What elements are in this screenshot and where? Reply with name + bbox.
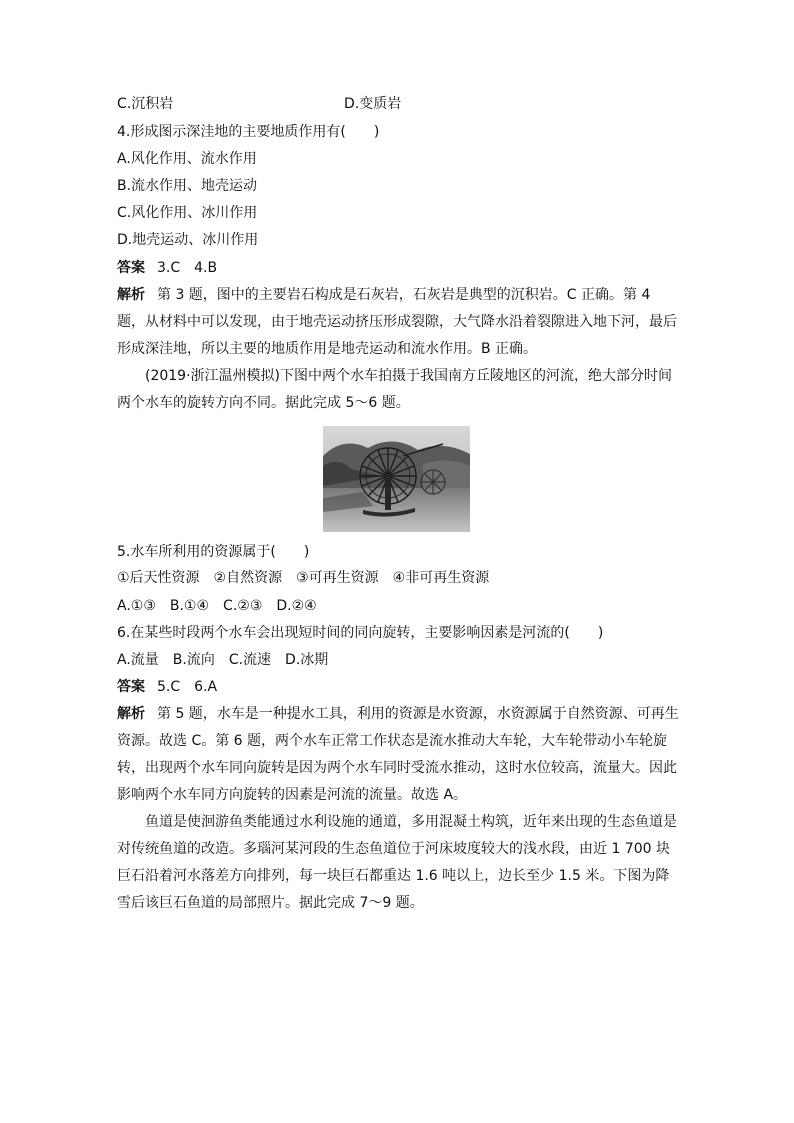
q5-items: ①后天性资源 ②自然资源 ③可再生资源 ④非可再生资源 xyxy=(117,570,490,586)
q4-option-d: D.地壳运动、冰川作用 xyxy=(117,232,259,248)
q4-option-a: A.风化作用、流水作用 xyxy=(117,151,257,167)
material-intro-5-6: (2019·浙江温州模拟)下图中两个水车拍摄于我国南方丘陵地区的河流，绝大部分时间两个水车的旋转方向不同。据此完成 5～6 题。 xyxy=(117,368,673,411)
q4-stem: 4.形成图示深洼地的主要地质作用有( ) xyxy=(117,124,380,140)
water-wheel-photo xyxy=(323,426,470,532)
material-intro-7-9: 鱼道是使洄游鱼类能通过水利设施的通道，多用混凝土构筑，近年来出现的生态鱼道是对传统鱼道的改造。多瑙河某河段的生态鱼道位于河床坡度较大的浅水段，由近 1 700 块巨石沿着河水落差方向排列，每一块巨石都重达 1.6 吨以上，边长至少 1.5 米。下图为降雪后该巨石鱼道的局部照片。据此完成 7～9 题。 xyxy=(117,814,677,911)
analysis-5-6 xyxy=(117,701,679,809)
answer-3-4 xyxy=(117,258,217,278)
q6-options: A.流量 B.流向 C.流速 D.冰期 xyxy=(117,652,329,668)
answer-text: 3.C 4.B xyxy=(157,260,218,276)
analysis-text: 第 3 题，图中的主要岩石构成是石灰岩，石灰岩是典型的沉积岩。C 正确。第 4 题，从材料中可以发现，由于地壳运动挤压形成裂隙，大气降水沿着裂隙进入地下河，最后形成深洼地，所以主要的地质作用是地壳运动和流水作用。B 正确。 xyxy=(117,287,677,357)
q3-option-c: C.沉积岩 xyxy=(117,96,174,112)
analysis-label: 解析 xyxy=(117,287,145,303)
answer-label: 答案 xyxy=(117,679,145,695)
analysis-3-4 xyxy=(117,282,679,363)
q6-stem: 6.在某些时段两个水车会出现短时间的同向旋转，主要影响因素是河流的( ) xyxy=(117,625,604,641)
q5-stem: 5.水车所利用的资源属于( ) xyxy=(117,544,310,560)
q5-options: A.①③ B.①④ C.②③ D.②④ xyxy=(117,598,317,614)
answer-text: 5.C 6.A xyxy=(157,679,218,695)
analysis-label: 解析 xyxy=(117,706,145,722)
analysis-text: 第 5 题，水车是一种提水工具，利用的资源是水资源，水资源属于自然资源、可再生资源。故选 C。第 6 题，两个水车正常工作状态是流水推动大车轮，大车轮带动小车轮旋转，出现两个水车同向旋转是因为两个水车同时受流水推动，这时水位较高，流量大。因此影响两个水车同方向旋转的因素是河流的流量。故选 A。 xyxy=(117,706,679,803)
q4-option-b: B.流水作用、地壳运动 xyxy=(117,178,258,194)
answer-5-6 xyxy=(117,677,217,697)
answer-label: 答案 xyxy=(117,260,145,276)
q4-option-c: C.风化作用、冰川作用 xyxy=(117,205,258,221)
q3-option-d: D.变质岩 xyxy=(344,96,402,112)
